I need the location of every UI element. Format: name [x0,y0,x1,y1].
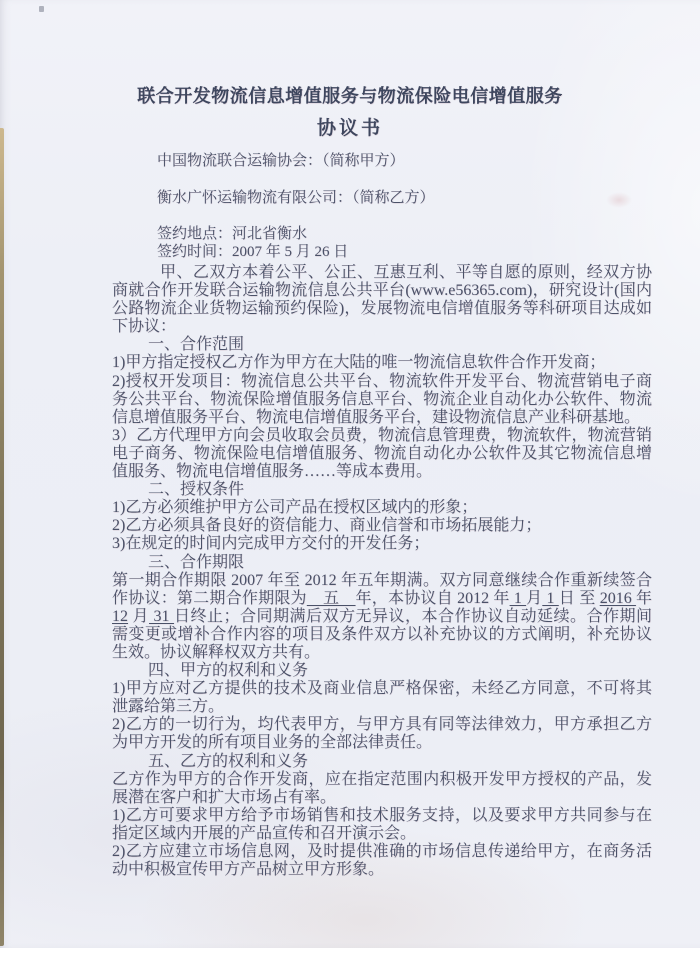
paragraph [112,517,652,535]
fill-in-value: 31 [149,607,174,625]
text-run: 年 [635,589,652,607]
paragraph [112,535,652,553]
party-b-line: 衡水广怀运输物流有限公司：（简称乙方） [157,190,435,206]
party-a-line: 中国物流联合运输协会：（简称甲方） [157,153,405,169]
text-run: 乙方作为甲方的合作开发商，应在指定范围内积极开发甲方授权的产品，发展潜在客户和扩大市场占有率。 [112,770,652,806]
text-run: 二、授权条件 [148,481,245,499]
scan-smudge [606,192,632,208]
text-run: 甲、乙双方本着公平、公正、互惠互利、平等自愿的原则，经双方协商就合作开发联合运输物流信息公共平台(www.e56365.com)，研究设计(国内公路物流企业货物运输预约保险)，发展物流电信增值服务等科研项目达成如下协议： [112,264,652,336]
scanner-bed-margin [0,948,700,964]
text-run: 一、合作范围 [148,336,245,354]
title-line-2: 协议书 [316,118,383,139]
text-run: 2)乙方必须具备良好的资信能力、商业信誉和市场拓展能力； [112,517,542,535]
text-run: 四、甲方的权利和义务 [148,662,309,680]
text-run: 2)乙方的一切行为，均代表甲方，与甲方具有同等法律效力，甲方承担乙方为甲方开发的所有项目业务的全部法律责任。 [112,716,652,752]
text-run: 月 [526,589,543,607]
text-run: 1)乙方可要求甲方给予市场销售和技术服务支持，以及要求甲方共同参与在指定区域内开展的产品宣传和召开演示会。 [112,806,652,842]
text-run: 五、乙方的权利和义务 [148,752,309,770]
text-run: 3）乙方代理甲方向会员收取会员费，物流信息管理费，物流软件，物流营销电子商务、物流保险电信增值服务、物流自动化办公软件及其它物流信息增值服务、物流电信增值服务……等成本费用。 [112,426,652,481]
text-run: 3)在规定的时间内完成甲方交付的开发任务； [112,535,430,553]
text-run: 日终止；合同期满后双方无异议，本合作协议自动延续。合作期间需变更或增补合作内容的项目及条件双方以补充协议的方式阐明，补充协议生效。协议解释权双方共有。 [112,607,652,661]
text-run: 月 [128,607,149,625]
paragraph [112,680,652,716]
scan-edge-artifact [0,128,4,946]
section-heading [112,554,652,572]
text-run: 1)乙方必须维护甲方公司产品在授权区域内的形象； [112,499,478,517]
paragraph [112,264,652,336]
paragraph [112,354,652,372]
text-run: 1)甲方应对乙方提供的技术及商业信息严格保密，未经乙方同意，不可将其泄露给第三方。 [112,680,652,716]
text-run: 日 至 [558,589,600,607]
section-heading [112,481,652,499]
section-heading [112,753,652,771]
text-run: 1)甲方指定授权乙方作为甲方在大陆的唯一物流信息软件合作开发商； [112,354,606,372]
section-heading [112,662,652,680]
title-line-1: 联合开发物流信息增值服务与物流保险电信增值服务 [137,86,563,106]
document-body [112,264,652,879]
text-run: 三、合作期限 [148,553,245,571]
paragraph [112,373,652,427]
fill-in-value: 2016 [599,589,636,607]
document-title [0,84,700,141]
text-run: 第一期合作期限 2007 年至 2012 年五年期满。双方同意继续合作重新续签合作协议：第二期合作期限为 [112,571,652,607]
paragraph [112,716,652,752]
fill-in-value: 12 [112,607,128,625]
paragraph [112,572,652,662]
sign-date-line: 签约时间：2007 年 5 月 26 日 [157,244,349,260]
paragraph [112,771,652,807]
fill-in-value: 1 [542,589,559,607]
text-run: 2)授权开发项目：物流信息公共平台、物流软件开发平台、物流营销电子商务公共平台、物流保险增值服务信息平台、物流企业自动化办公软件、物流信息增值服务平台、物流电信增值服务平台，建设物流信息产业科研基地。 [112,372,652,426]
paragraph [112,499,652,517]
paragraph [112,427,652,481]
text-run: 年，本协议自 2012 年 [355,589,510,607]
fill-in-value: 1 [509,589,527,607]
paragraph [112,843,652,879]
scan-speck [39,6,44,12]
sign-place-line: 签约地点：河北省衡水 [157,226,308,242]
section-heading [112,336,652,354]
text-run: 2)乙方应建立市场信息网，及时提供准确的市场信息传递给甲方，在商务活动中积极宣传甲方产品树立甲方形象。 [112,843,652,879]
fill-in-value: 五 [306,589,356,607]
paragraph [112,807,652,843]
